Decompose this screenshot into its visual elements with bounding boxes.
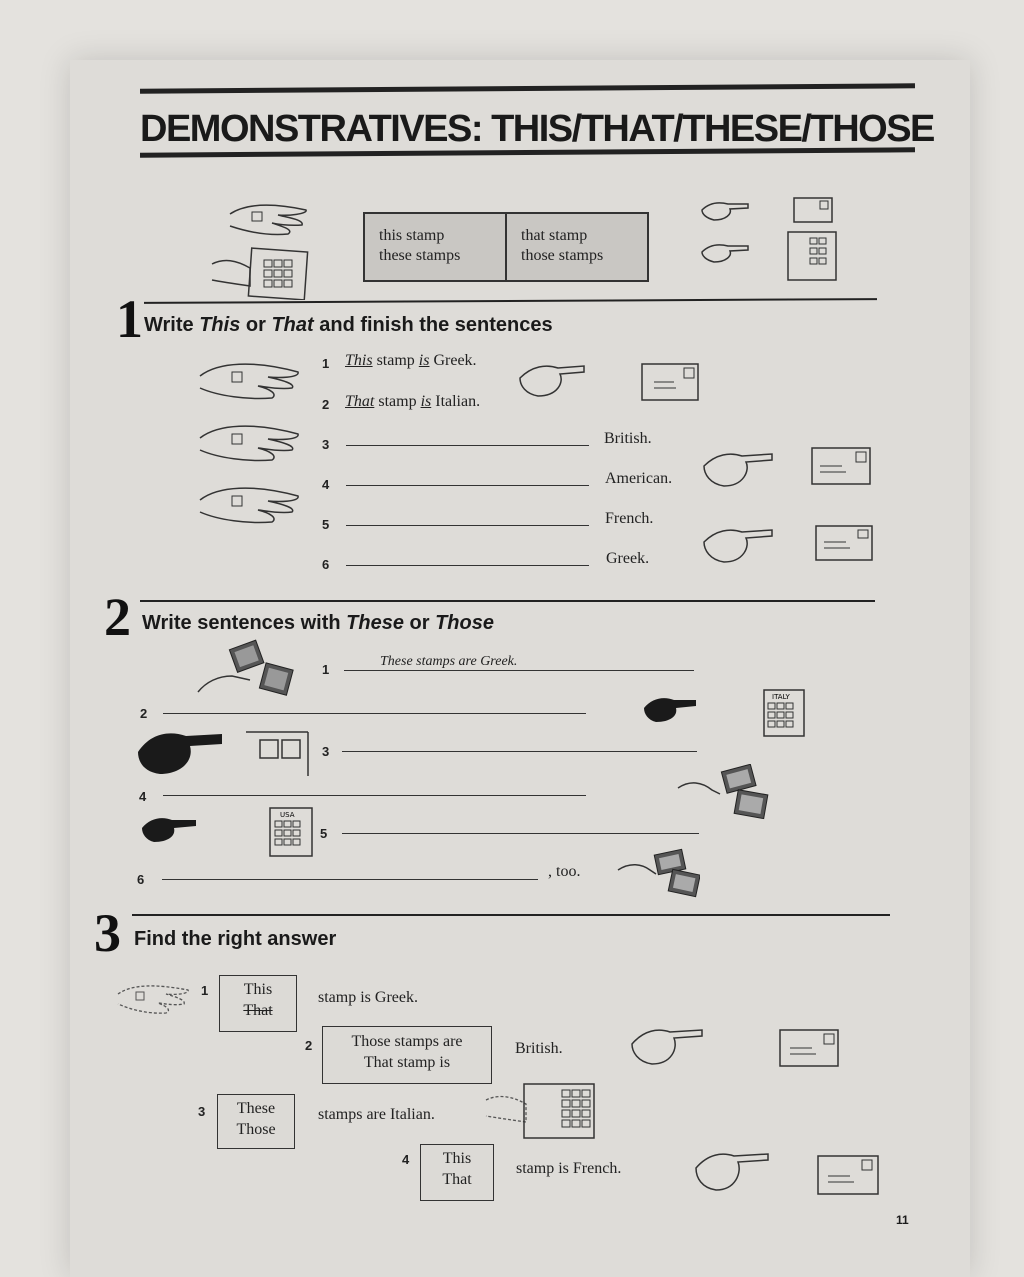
s3-item-1-option-a[interactable]: This — [243, 981, 273, 998]
italy-label: ITALY — [772, 693, 790, 701]
open-hand-icon — [116, 980, 192, 1016]
page-title: DEMONSTRATIVES: THIS/THAT/THESE/THOSE — [140, 108, 934, 150]
s1-item-1-number: 1 — [322, 356, 330, 371]
s3-item-2-option-b[interactable]: That stamp is — [363, 1054, 451, 1071]
section-1-title: Write This or That and finish the sentences — [144, 314, 553, 336]
s2-item-3-number: 3 — [322, 744, 330, 759]
stamp-sheet-italy-icon — [762, 688, 806, 738]
ref-that-stamp: that stamp — [521, 227, 588, 244]
pointing-hand-icon — [700, 238, 750, 266]
s2-item-1-line — [344, 670, 694, 671]
s3-item-2-choice-box[interactable] — [322, 1026, 492, 1084]
s1-item-6-ending: Greek. — [606, 550, 650, 567]
stamps-on-card-icon — [244, 728, 312, 778]
s1-item-4-blank — [346, 485, 589, 486]
s1-item-5-number: 5 — [322, 517, 330, 532]
s1-item-4-number: 4 — [322, 477, 330, 492]
far-column — [505, 214, 647, 280]
s2-item-5-line — [342, 833, 699, 834]
section-2-number: 2 — [104, 587, 131, 647]
s3-item-2-number: 2 — [305, 1038, 313, 1053]
s1-item-3-ending: British. — [604, 430, 652, 447]
stamps-in-hand-france-icon — [676, 764, 772, 822]
reference-table — [363, 212, 649, 282]
envelope-icon — [640, 362, 700, 402]
s1-item-5-ending: French. — [605, 510, 654, 527]
envelope-icon — [778, 1028, 840, 1068]
open-hand-icon — [228, 198, 310, 238]
s2-item-5-number: 5 — [320, 826, 328, 841]
pointing-hand-icon — [702, 442, 776, 492]
s1-item-3-blank — [346, 445, 589, 446]
s1-item-6-number: 6 — [322, 557, 330, 572]
s2-item-6-number: 6 — [137, 872, 145, 887]
s2-item-4-line — [163, 795, 586, 796]
ref-these-stamps: these stamps — [379, 247, 461, 264]
stamps-in-hand-icon — [616, 848, 700, 898]
s3-item-2-option-a[interactable]: Those stamps are — [351, 1033, 463, 1050]
stamp-sheet-icon — [784, 230, 840, 284]
s2-item-6-ending: , too. — [548, 863, 581, 880]
s3-item-4-option-b[interactable]: That — [442, 1171, 472, 1188]
s2-item-1-example: These stamps are Greek. — [380, 654, 518, 669]
usa-label: USA — [280, 811, 295, 819]
s1-item-6-blank — [346, 565, 589, 566]
open-hand-icon — [198, 480, 302, 526]
pointing-hand-icon — [630, 1018, 706, 1070]
section-3-title: Find the right answer — [134, 928, 337, 950]
s3-item-1-option-b[interactable]: That — [243, 1002, 273, 1019]
s3-item-3-option-b[interactable]: Those — [236, 1121, 276, 1138]
ref-this-stamp: this stamp — [379, 227, 445, 244]
s1-item-3-number: 3 — [322, 437, 330, 452]
section-2-rule — [140, 600, 875, 602]
s2-item-6-line — [162, 879, 538, 880]
stamps-in-hand-icon — [196, 636, 300, 708]
s2-item-3-line — [342, 751, 697, 752]
s2-item-2-line — [163, 713, 586, 714]
s3-item-2-ending: British. — [515, 1040, 563, 1057]
s3-item-1-number: 1 — [201, 983, 209, 998]
section-1-number: 1 — [116, 289, 143, 349]
section-3-rule — [132, 914, 890, 916]
s3-item-3-option-a[interactable]: These — [236, 1100, 276, 1117]
stamp-sheet-in-hand-icon — [484, 1080, 600, 1142]
s3-item-4-choice-box[interactable] — [420, 1144, 494, 1201]
s1-item-2-number: 2 — [322, 397, 330, 412]
s3-item-4-ending: stamp is French. — [516, 1160, 622, 1177]
s3-item-4-number: 4 — [402, 1152, 410, 1167]
s2-item-1-number: 1 — [322, 662, 330, 677]
s3-item-3-ending: stamps are Italian. — [318, 1106, 435, 1123]
s3-item-3-number: 3 — [198, 1104, 206, 1119]
pointing-hand-dark-icon — [136, 724, 224, 778]
stamp-sheet-in-hand-icon — [210, 246, 310, 300]
open-hand-icon — [198, 356, 302, 402]
page-number: 11 — [896, 1213, 909, 1227]
envelope-icon — [810, 446, 872, 486]
s2-item-4-number: 4 — [139, 789, 147, 804]
envelope-icon — [814, 524, 874, 562]
s1-item-1-text: This stamp is Greek. — [345, 352, 477, 369]
pointing-hand-icon — [518, 354, 588, 402]
s3-item-3-choice-box[interactable] — [217, 1094, 295, 1149]
near-column — [365, 214, 505, 280]
s3-item-1-choice-box[interactable] — [219, 975, 297, 1032]
s3-item-1-ending: stamp is Greek. — [318, 989, 418, 1006]
s1-item-4-ending: American. — [605, 470, 673, 487]
envelope-icon — [816, 1154, 880, 1196]
pointing-hand-icon — [694, 1142, 772, 1196]
section-2-title: Write sentences with These or Those — [142, 612, 494, 634]
s2-item-2-number: 2 — [140, 706, 148, 721]
pointing-hand-dark-icon — [140, 812, 198, 844]
envelope-icon — [792, 196, 834, 226]
s1-item-5-blank — [346, 525, 589, 526]
pointing-hand-dark-icon — [642, 692, 698, 724]
ref-those-stamps: those stamps — [521, 247, 604, 264]
section-3-number: 3 — [94, 903, 121, 963]
open-hand-icon — [198, 418, 302, 464]
pointing-hand-icon — [700, 196, 750, 224]
stamp-sheet-usa-icon — [268, 806, 314, 858]
s1-item-2-text: That stamp is Italian. — [345, 393, 481, 410]
pointing-hand-icon — [702, 518, 776, 568]
s3-item-4-option-a[interactable]: This — [442, 1150, 472, 1167]
